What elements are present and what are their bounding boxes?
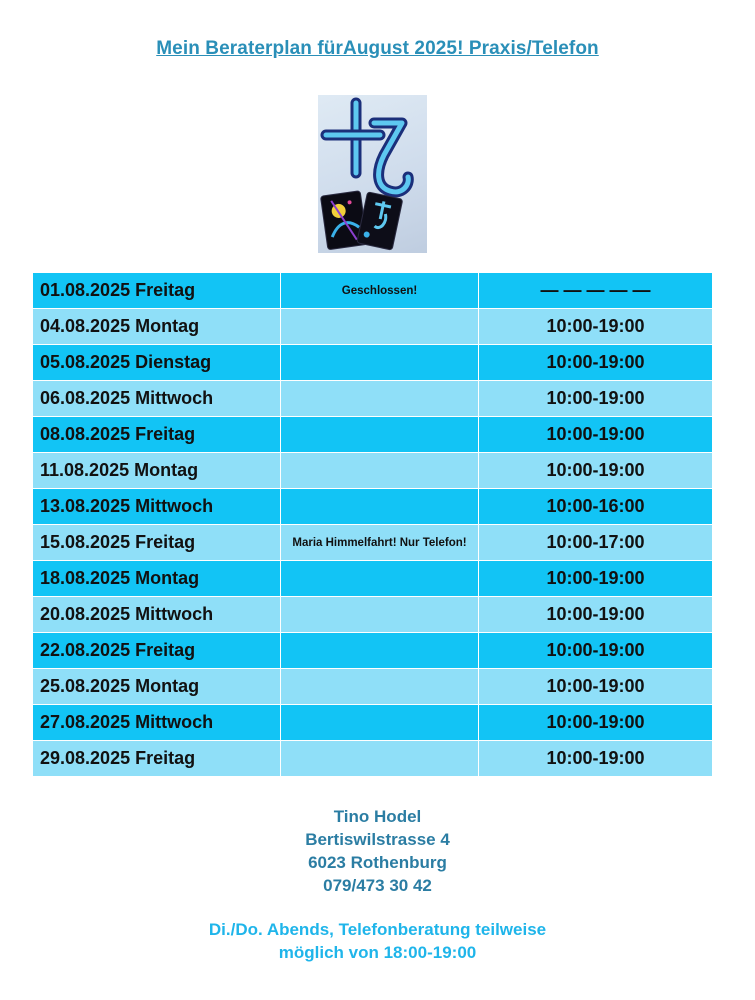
contact-block <box>0 805 755 897</box>
schedule-row <box>33 561 712 597</box>
schedule-date: 20.08.2025 Mittwoch <box>33 597 281 633</box>
schedule-time: 10:00-16:00 <box>479 489 713 525</box>
schedule-row <box>33 381 712 417</box>
schedule-row <box>33 309 712 345</box>
schedule-note <box>281 345 479 381</box>
schedule-note <box>281 489 479 525</box>
schedule-date: 27.08.2025 Mittwoch <box>33 705 281 741</box>
schedule-date: 25.08.2025 Montag <box>33 669 281 705</box>
schedule-row <box>33 345 712 381</box>
schedule-time: 10:00-19:00 <box>479 705 713 741</box>
schedule-row <box>33 273 712 309</box>
schedule-time: 10:00-19:00 <box>479 633 713 669</box>
schedule-time: 10:00-19:00 <box>479 381 713 417</box>
schedule-date: 15.08.2025 Freitag <box>33 525 281 561</box>
contact-street: Bertiswilstrasse 4 <box>305 830 450 849</box>
schedule-date: 04.08.2025 Montag <box>33 309 281 345</box>
schedule-time: 10:00-19:00 <box>479 669 713 705</box>
schedule-date: 18.08.2025 Montag <box>33 561 281 597</box>
footer-line-1: Di./Do. Abends, Telefonberatung teilweise <box>208 920 547 939</box>
schedule-time: 10:00-19:00 <box>479 417 713 453</box>
contact-name: Tino Hodel <box>333 807 422 826</box>
schedule-row <box>33 741 712 777</box>
schedule-row <box>33 597 712 633</box>
schedule-time: 10:00-19:00 <box>479 597 713 633</box>
contact-phone: 079/473 30 42 <box>323 876 432 895</box>
schedule-note <box>281 633 479 669</box>
symbol-photo <box>318 95 427 253</box>
jupiter-saturn-symbol-icon <box>318 95 427 253</box>
schedule-row <box>33 633 712 669</box>
schedule-date: 22.08.2025 Freitag <box>33 633 281 669</box>
schedule-date: 01.08.2025 Freitag <box>33 273 281 309</box>
schedule-note <box>281 741 479 777</box>
schedule-note <box>281 669 479 705</box>
schedule-row <box>33 705 712 741</box>
schedule-date: 05.08.2025 Dienstag <box>33 345 281 381</box>
schedule-row <box>33 417 712 453</box>
schedule-note <box>281 705 479 741</box>
schedule-row <box>33 669 712 705</box>
schedule-table <box>33 273 712 777</box>
schedule-time: 10:00-19:00 <box>479 561 713 597</box>
schedule-row <box>33 489 712 525</box>
footer-line-2: möglich von 18:00-19:00 <box>278 943 477 962</box>
schedule-row <box>33 525 712 561</box>
contact-city: 6023 Rothenburg <box>308 853 447 872</box>
schedule-note <box>281 309 479 345</box>
schedule-note: Maria Himmelfahrt! Nur Telefon! <box>281 525 479 561</box>
schedule-time: 10:00-19:00 <box>479 309 713 345</box>
schedule-date: 11.08.2025 Montag <box>33 453 281 489</box>
schedule-time: — — — — — <box>479 273 713 309</box>
schedule-note <box>281 561 479 597</box>
schedule-date: 13.08.2025 Mittwoch <box>33 489 281 525</box>
page-title: Mein Beraterplan fürAugust 2025! Praxis/Telefon <box>156 38 599 59</box>
schedule-time: 10:00-19:00 <box>479 741 713 777</box>
schedule-date: 29.08.2025 Freitag <box>33 741 281 777</box>
schedule-time: 10:00-17:00 <box>479 525 713 561</box>
schedule-note <box>281 381 479 417</box>
schedule-note <box>281 417 479 453</box>
schedule-note <box>281 453 479 489</box>
schedule-note: Geschlossen! <box>281 273 479 309</box>
schedule-row <box>33 453 712 489</box>
phone-consultation-note <box>0 918 755 964</box>
schedule-time: 10:00-19:00 <box>479 345 713 381</box>
schedule-date: 08.08.2025 Freitag <box>33 417 281 453</box>
schedule-date: 06.08.2025 Mittwoch <box>33 381 281 417</box>
schedule-note <box>281 597 479 633</box>
schedule-time: 10:00-19:00 <box>479 453 713 489</box>
